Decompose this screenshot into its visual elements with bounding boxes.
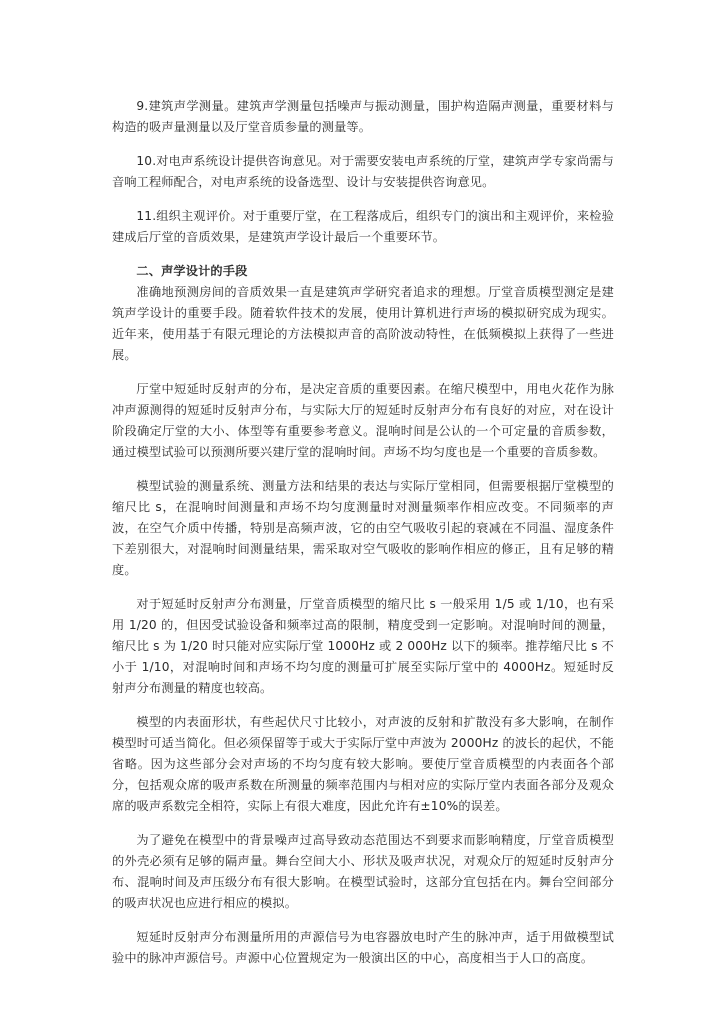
paragraph-reflection-distribution: 厅堂中短延时反射声的分布，是决定音质的重要因素。在缩尺模型中，用电火花作为脉冲声源测得的短延时反射声分布，与实际大厅的短延时反射声分布有良好的对应，对在设计阶段确定厅堂的大小、体型等有重要参考意义。混响时间是公认的一个可定量的音质参数，通过模型试验可以预测所要兴建厅堂的混响时间。声场不均匀度也是一个重要的音质参数。 [112,382,614,459]
paragraph-model-measurement: 模型试验的测量系统、测量方法和结果的表达与实际厅堂相同，但需要根据厅堂模型的缩尺比 s，在混响时间测量和声场不均匀度测量时对测量频率作相应改变。不同频率的声波，在空气介质中传播，特别是高频声波，它的由空气吸收引起的衰减在不同温、湿度条件下差别很大，对混响时间测量结果，需采取对空气吸收的影响作相应的修正，且有足够的精度。 [112,479,614,577]
paragraph-acoustic-prediction: 准确地预测房间的音质效果一直是建筑声学研究者追求的理想。厅堂音质模型测定是建筑声学设计的重要手段。随着软件技术的发展，使用计算机进行声场的模拟研究成为现实。近年来，使用基于有限元理论的方法模拟声音的高阶波动特性，在低频模拟上获得了一些进展。 [112,285,614,362]
paragraph-item-9: 9.建筑声学测量。建筑声学测量包括噪声与振动测量，围护构造隔声测量，重要材料与构造的吸声量测量以及厅堂音质参量的测量等。 [112,99,614,134]
paragraph-interior-surface: 模型的内表面形状，有些起伏尺寸比较小，对声波的反射和扩散没有多大影响，在制作模型时可适当简化。但必须保留等于或大于实际厅堂中声波为 2000Hz 的波长的起伏，不能省略。因为这些部分会对声场的不均匀度有较大影响。要使厅堂音质模型的内表面各个部分，包括观众席的吸声系数在所测量的频率范围内与相对应的实际厅堂内表面各部分及观众席的吸声系数完全相符，实际上有很大难度，因此允许有±10%的误差。 [112,715,614,813]
paragraph-background-noise: 为了避免在模型中的背景噪声过高导致动态范围达不到要求而影响精度，厅堂音质模型的外壳必须有足够的隔声量。舞台空间大小、形状及吸声状况，对观众厅的短延时反射声分布、混响时间及声压级分布有很大影响。在模型试验时，这部分宜包括在内。舞台空间部分的吸声状况也应进行相应的模拟。 [112,833,614,910]
paragraph-item-11: 11.组织主观评价。对于重要厅堂，在工程落成后，组织专门的演出和主观评价，来检验建成后厅堂的音质效果，是建筑声学设计最后一个重要环节。 [112,209,614,244]
paragraph-scale-ratio: 对于短延时反射声分布测量，厅堂音质模型的缩尺比 s 一般采用 1/5 或 1/10，也有采用 1/20 的，但因受试验设备和频率过高的限制，精度受到一定影响。对混响时间的测量，缩尺比 s 为 1/20 时只能对应实际厅堂 1000Hz 或 2 000Hz 以下的频率。推荐缩尺比 s 不小于 1/10，对混响时间和声场不均匀度的测量可扩展至实际厅堂中的 4000Hz。短延时反射声分布测量的精度也较高。 [112,597,614,695]
paragraph-source-signal: 短延时反射声分布测量所用的声源信号为电容器放电时产生的脉冲声，适于用做模型试验中的脉冲声源信号。声源中心位置规定为一般演出区的中心，高度相当于人口的高度。 [112,930,614,965]
paragraph-item-10: 10.对电声系统设计提供咨询意见。对于需要安装电声系统的厅堂，建筑声学专家尚需与音响工程师配合，对电声系统的设备选型、设计与安装提供咨询意见。 [112,154,614,189]
section-heading: 二、声学设计的手段 [136,264,248,278]
document-body [112,96,614,982]
